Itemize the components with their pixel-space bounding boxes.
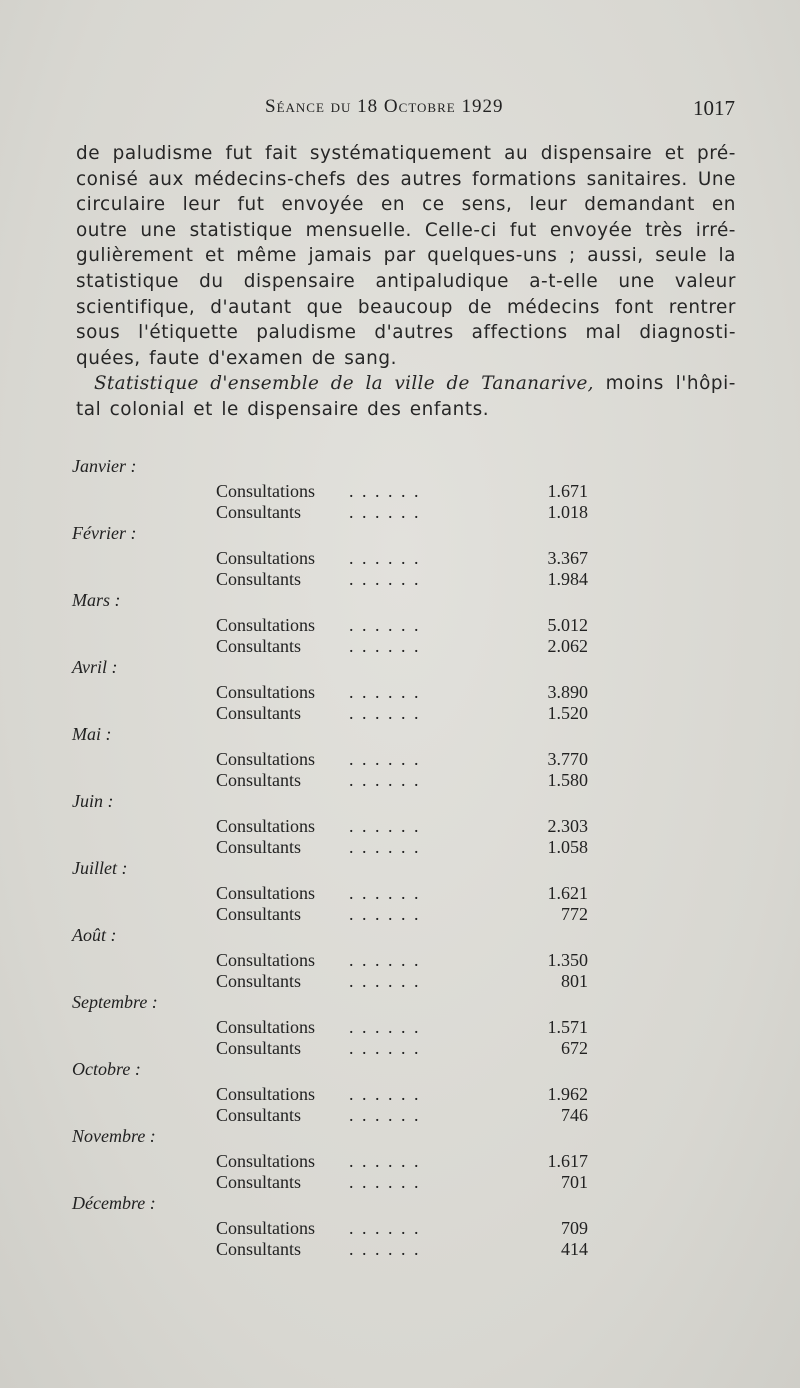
stat-value: 801 xyxy=(561,971,588,991)
leader-dots: ...... xyxy=(349,1105,427,1125)
stat-value: 1.018 xyxy=(547,502,588,522)
leader-dots: ...... xyxy=(349,481,427,501)
month-block xyxy=(0,791,800,858)
text-line: statistique du dispensaire antipaludique a-t-elle une valeur xyxy=(76,270,736,292)
stat-row xyxy=(216,950,588,972)
stat-row xyxy=(216,883,588,905)
stat-row xyxy=(216,1239,588,1261)
stat-value: 1.617 xyxy=(547,1151,588,1171)
stat-label: Consultations xyxy=(216,1218,316,1238)
stat-value: 2.303 xyxy=(547,816,588,836)
text-line: circulaire leur fut envoyée en ce sens, leur demandant en xyxy=(76,194,736,216)
stat-value: 1.520 xyxy=(547,703,588,723)
stat-label: Consultations xyxy=(216,883,316,903)
month-block xyxy=(0,1059,800,1126)
stat-label: Consultants xyxy=(216,502,302,522)
stat-value: 701 xyxy=(561,1172,588,1192)
leader-dots: ...... xyxy=(349,1239,427,1259)
stat-label: Consultations xyxy=(216,816,316,836)
text-line: scientifique, d'autant que beaucoup de médecins font rentrer xyxy=(76,296,736,318)
month-block xyxy=(0,657,800,724)
stat-label: Consultants xyxy=(216,1038,302,1058)
stat-row xyxy=(216,502,588,524)
page-number: 1017 xyxy=(693,96,735,120)
stat-label: Consultations xyxy=(216,615,316,635)
stat-label: Consultants xyxy=(216,770,302,790)
month-label: Février : xyxy=(72,523,137,543)
stat-row xyxy=(216,816,588,838)
month-label: Mars : xyxy=(72,590,121,610)
month-block xyxy=(0,858,800,925)
stat-label: Consultants xyxy=(216,636,302,656)
leader-dots: ...... xyxy=(349,502,427,522)
stat-label: Consultants xyxy=(216,837,302,857)
italic-title: Statistique d'ensemble de la ville de Tananarive, xyxy=(94,373,594,395)
text-line: outre une statistique mensuelle. Celle-ci fut envoyée très irré- xyxy=(76,219,736,241)
month-block xyxy=(0,456,800,523)
stat-label: Consultations xyxy=(216,548,316,568)
month-block xyxy=(0,1126,800,1193)
statistique-intro-line xyxy=(76,371,736,397)
stat-label: Consultants xyxy=(216,971,302,991)
stat-value: 414 xyxy=(561,1239,588,1259)
stat-row xyxy=(216,569,588,591)
leader-dots: ...... xyxy=(349,770,427,790)
stat-value: 1.571 xyxy=(547,1017,588,1037)
stat-row xyxy=(216,615,588,637)
month-block xyxy=(0,925,800,992)
month-block xyxy=(0,724,800,791)
stat-label: Consultants xyxy=(216,1172,302,1192)
stat-label: Consultants xyxy=(216,1239,302,1259)
leader-dots: ...... xyxy=(349,1151,427,1171)
stat-value: 2.062 xyxy=(547,636,588,656)
stat-label: Consultations xyxy=(216,481,316,501)
stat-row xyxy=(216,1084,588,1106)
header-title: Séance du 18 Octobre 1929 xyxy=(265,96,504,117)
stat-row xyxy=(216,548,588,570)
month-label: Novembre : xyxy=(72,1126,156,1146)
month-label: Janvier : xyxy=(72,456,137,476)
stat-row xyxy=(216,481,588,503)
stat-row xyxy=(216,904,588,926)
leader-dots: ...... xyxy=(349,816,427,836)
month-label: Avril : xyxy=(72,657,118,677)
stat-value: 1.580 xyxy=(547,770,588,790)
leader-dots: ...... xyxy=(349,1172,427,1192)
stat-value: 3.367 xyxy=(547,548,588,568)
stat-row xyxy=(216,837,588,859)
month-label: Mai : xyxy=(72,724,112,744)
text-line: conisé aux médecins-chefs des autres formations sanitaires. Une xyxy=(76,168,736,190)
month-label: Septembre : xyxy=(72,992,158,1012)
stat-value: 746 xyxy=(561,1105,588,1125)
month-label: Octobre : xyxy=(72,1059,141,1079)
stat-value: 3.890 xyxy=(547,682,588,702)
stat-row xyxy=(216,1218,588,1240)
stat-label: Consultants xyxy=(216,703,302,723)
running-header xyxy=(0,96,800,126)
leader-dots: ...... xyxy=(349,636,427,656)
leader-dots: ...... xyxy=(349,971,427,991)
stat-value: 672 xyxy=(561,1038,588,1058)
stat-label: Consultations xyxy=(216,682,316,702)
stat-value: 709 xyxy=(561,1218,588,1238)
leader-dots: ...... xyxy=(349,703,427,723)
stat-row xyxy=(216,971,588,993)
text-line: de paludisme fut fait systématiquement au dispensaire et pré- xyxy=(76,143,736,164)
stat-value: 1.350 xyxy=(547,950,588,970)
month-label: Décembre : xyxy=(72,1193,156,1213)
stat-value: 1.984 xyxy=(547,569,588,589)
month-block xyxy=(0,1193,800,1260)
leader-dots: ...... xyxy=(349,1038,427,1058)
stat-label: Consultants xyxy=(216,569,302,589)
month-label: Août : xyxy=(72,925,117,945)
stat-value: 3.770 xyxy=(547,749,588,769)
stat-row xyxy=(216,1017,588,1039)
leader-dots: ...... xyxy=(349,950,427,970)
text-line: tal colonial et le dispensaire des enfants. xyxy=(76,398,490,420)
body-text xyxy=(76,141,736,423)
stat-value: 1.962 xyxy=(547,1084,588,1104)
leader-dots: ...... xyxy=(349,837,427,857)
month-label: Juillet : xyxy=(72,858,128,878)
stat-row xyxy=(216,1172,588,1194)
stat-row xyxy=(216,636,588,658)
text-line: gulièrement et même jamais par quelques-uns ; aussi, seule la xyxy=(76,245,736,267)
stat-label: Consultations xyxy=(216,1084,316,1104)
leader-dots: ...... xyxy=(349,682,427,702)
stat-value: 1.671 xyxy=(547,481,588,501)
leader-dots: ...... xyxy=(349,1218,427,1238)
leader-dots: ...... xyxy=(349,1017,427,1037)
stat-row xyxy=(216,703,588,725)
monthly-statistics-table xyxy=(0,456,800,1260)
month-block xyxy=(0,590,800,657)
stat-label: Consultations xyxy=(216,1017,316,1037)
month-label: Juin : xyxy=(72,791,114,811)
stat-row xyxy=(216,1105,588,1127)
stat-row xyxy=(216,770,588,792)
leader-dots: ...... xyxy=(349,548,427,568)
text-line: quées, faute d'examen de sang. xyxy=(76,347,397,369)
stat-value: 772 xyxy=(561,904,588,924)
stat-label: Consultants xyxy=(216,1105,302,1125)
text-line: sous l'étiquette paludisme d'autres affections mal diagnosti- xyxy=(76,322,736,344)
stat-label: Consultations xyxy=(216,749,316,769)
leader-dots: ...... xyxy=(349,904,427,924)
stat-value: 5.012 xyxy=(547,615,588,635)
month-block xyxy=(0,523,800,590)
stat-row xyxy=(216,682,588,704)
stat-label: Consultants xyxy=(216,904,302,924)
leader-dots: ...... xyxy=(349,749,427,769)
leader-dots: ...... xyxy=(349,615,427,635)
leader-dots: ...... xyxy=(349,569,427,589)
leader-dots: ...... xyxy=(349,1084,427,1104)
stat-label: Consultations xyxy=(216,1151,316,1171)
stat-label: Consultations xyxy=(216,950,316,970)
stat-row xyxy=(216,749,588,771)
month-block xyxy=(0,992,800,1059)
stat-value: 1.621 xyxy=(547,883,588,903)
stat-value: 1.058 xyxy=(547,837,588,857)
text-fragment: moins l'hôpi- xyxy=(593,373,736,395)
stat-row xyxy=(216,1151,588,1173)
stat-row xyxy=(216,1038,588,1060)
leader-dots: ...... xyxy=(349,883,427,903)
